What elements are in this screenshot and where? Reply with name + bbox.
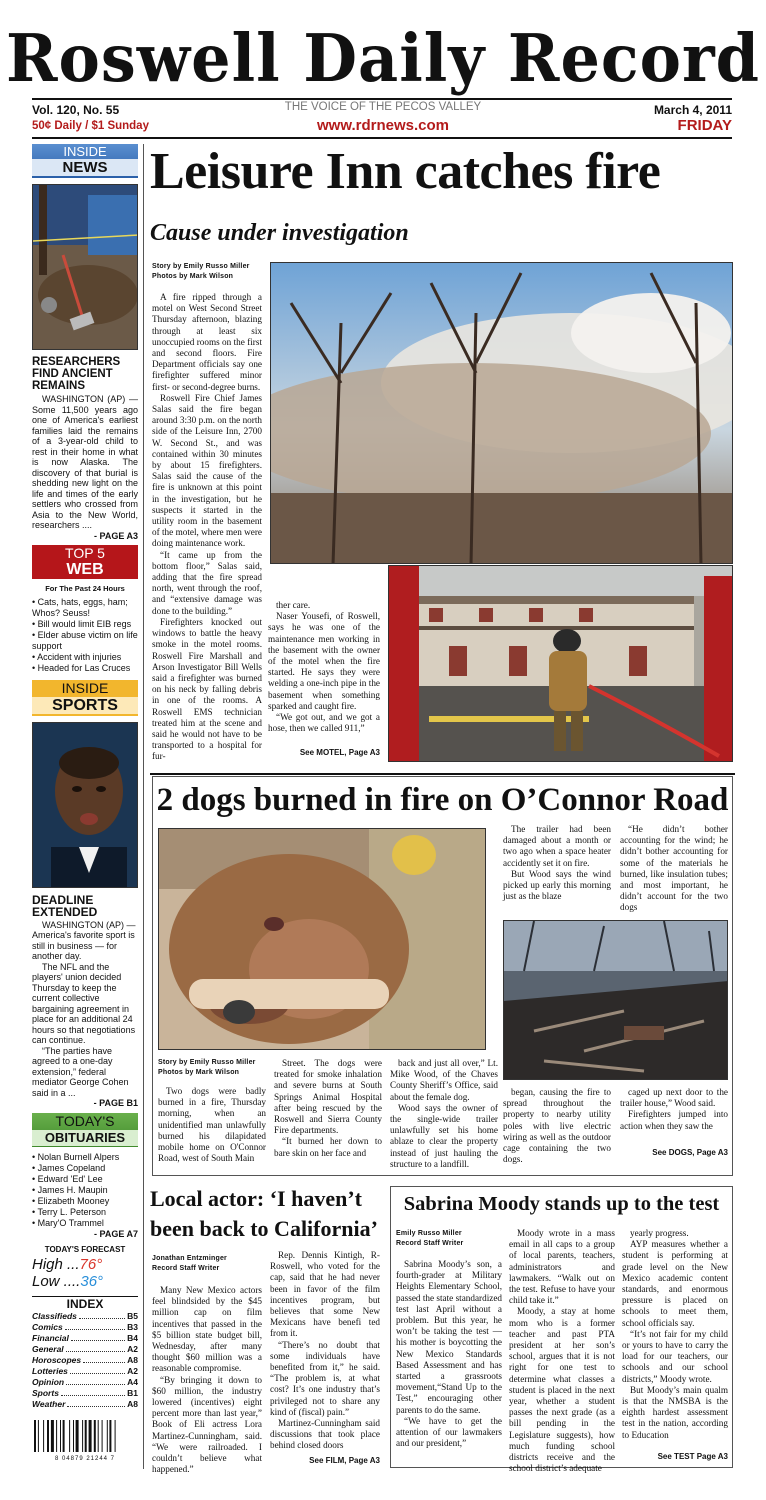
index-title: INDEX xyxy=(32,1296,138,1311)
story2-headline[interactable]: DEADLINE EXTENDED xyxy=(32,892,98,919)
barcode-bar xyxy=(43,1420,44,1452)
firefighter-photo xyxy=(388,565,733,762)
story1-headline[interactable]: RESEARCHERS FIND ANCIENT REMAINS xyxy=(32,356,121,392)
paragraph: Firefighters knocked out windows to battle the heavy smoke in the motel rooms. Roswell Fire Marshall and Arson Investigator Bill Wells said a firefighter was burned on his neck by falling debris in one of the rooms. A Roswell EMS technician treated him at the scene and said he would not have to be transported to a hospital for fur- xyxy=(152,616,262,762)
paragraph: Rep. Dennis Kintigh, R-Roswell, who voted for the cap, said that he had never been in favor of the film incentives program, but believes that some New Mexicans have benefi ted from it. xyxy=(270,1250,380,1339)
top5-item[interactable]: • Bill would limit EIB regs xyxy=(32,619,138,630)
index-page: A2 xyxy=(127,1365,138,1376)
price: 50¢ Daily / $1 Sunday xyxy=(32,120,149,132)
section-rule xyxy=(150,773,735,775)
dogs-column-4a xyxy=(503,824,611,902)
story1-jump[interactable]: - PAGE A3 xyxy=(93,530,138,541)
barcode-bar xyxy=(98,1420,99,1452)
index-section-name: Opinion xyxy=(32,1376,65,1387)
index-leader xyxy=(67,1399,125,1407)
top5-item[interactable]: • Headed for Las Cruces xyxy=(32,663,138,674)
obituary-item[interactable]: • Edward 'Ed' Lee xyxy=(32,1174,138,1185)
barcode-bar xyxy=(69,1420,70,1452)
story2-body3: “The parties have agreed to a one-day extension,” federal mediator George Cohen said in a ... xyxy=(32,1045,129,1098)
paragraph: “It’s not fair for my child or yours to have to carry the load for our teachers, our schools and our school districts,” Moody wrote. xyxy=(622,1328,728,1384)
lead-column-1 xyxy=(152,292,262,763)
story2-body2: The NFL and the players' union decided Thursday to keep the current collective bargaining agreement in place for an additional 24 hours so that negotiations can continue. xyxy=(32,961,136,1045)
obituary-item[interactable]: • Nolan Burnell Alpers xyxy=(32,1152,138,1163)
lead-headline[interactable]: Leisure Inn catches fire xyxy=(150,143,661,200)
motel-fire-smoke-photo xyxy=(270,262,733,564)
paragraph: Street. The dogs were treated for smoke inhalation and severe burns at South Springs Animal Hospital after being rescued by the Roswell and Sierra County Fire departments. xyxy=(274,1058,382,1136)
paragraph: “He didn’t bother accounting for the wind; he didn’t bother accounting for some of the materials he burned, like insulation tubes; and most important, he didn’t account for the two dogs xyxy=(620,824,728,913)
barcode-bar xyxy=(82,1420,83,1452)
issue-date: March 4, 2011 xyxy=(653,103,732,117)
dogs-jump[interactable]: See DOGS, Page A3 xyxy=(652,1148,728,1157)
obituary-item[interactable]: • James Copeland xyxy=(32,1163,138,1174)
index-section-name: Sports xyxy=(32,1387,59,1398)
index-row[interactable] xyxy=(32,1344,138,1355)
paragraph: Many New Mexico actors feel blindsided by the $45 million cap on film incentives that passed in the $5 billion state budget bill, Wednesday, after many thought $60 million was a reasonable compromise. xyxy=(152,1285,262,1374)
paragraph: “We got out, and we got a hose, then we called 911,” xyxy=(268,712,380,734)
paragraph: ther care. xyxy=(276,600,311,610)
index-leader xyxy=(66,1377,125,1385)
index-page: A8 xyxy=(127,1398,138,1409)
barcode-bar xyxy=(73,1420,74,1452)
index-row[interactable] xyxy=(32,1388,138,1399)
index-section-name: Weather xyxy=(32,1398,66,1409)
moody-column-3 xyxy=(622,1228,728,1441)
barcode-bar xyxy=(109,1420,111,1452)
barcode-bar xyxy=(89,1420,92,1452)
lead-column-2 xyxy=(268,600,380,734)
dogs-column-3 xyxy=(390,1058,498,1170)
barcode-bar xyxy=(51,1420,54,1452)
lead-jump[interactable]: See MOTEL, Page A3 xyxy=(299,748,380,757)
barcode-bar xyxy=(56,1420,57,1452)
paragraph: Roswell Fire Chief James Salas said the fire began around 3:30 p.m. on the north side of the Leisure Inn, 2700 W. Second St., and was contained within 30 minutes by about 15 firefighters. Salas said the cause of the fire is unknown at this point in the investigation, but he suspects it started in the utility room in the basement of the motel, where men were doing maintenance work. xyxy=(152,392,262,549)
actor-jump[interactable]: See FILM, Page A3 xyxy=(309,1456,380,1465)
index-section-name: Horoscopes xyxy=(32,1354,82,1365)
barcode: 8 04879 21244 7 xyxy=(32,1420,138,1460)
index-row[interactable] xyxy=(32,1355,138,1366)
paragraph: “There’s no doubt that some individuals have benefited from it,” he said. “The problem is, at what cost? It’s one industry that’s privileged not to share any kind of (fiscal) pain.” xyxy=(270,1339,380,1417)
paragraph: Martinez-Cunningham said discussions that took place behind closed doors xyxy=(270,1418,380,1451)
barcode-bar xyxy=(60,1420,61,1452)
paragraph: The trailer had been damaged about a month or two ago when a space heater accidently set it on fire. xyxy=(503,824,611,868)
index-page: A8 xyxy=(127,1354,138,1365)
barcode-bar xyxy=(47,1420,49,1452)
paragraph: yearly progress. xyxy=(630,1228,689,1238)
paragraph: began, causing the fire to spread throughout the property to nearby utility poles with live electric wiring as well as the outdoor cage containing the two dogs. xyxy=(503,1087,611,1165)
paragraph: Firefighters jumped into action when they saw the xyxy=(620,1109,728,1131)
obituaries-banner: TODAY'S OBITUARIES xyxy=(32,1113,138,1147)
barcode-bar xyxy=(34,1420,36,1452)
barcode-bar xyxy=(102,1420,103,1452)
masthead-rule-bottom xyxy=(32,137,732,139)
index-row[interactable] xyxy=(32,1399,138,1410)
index-page: B1 xyxy=(127,1387,138,1398)
paragraph: Wood says the owner of the single-wide trailer unlawfully set his home ablaze to clear the property instead of just hauling the structure to a landfill. xyxy=(390,1102,498,1169)
index-row[interactable] xyxy=(32,1366,138,1377)
barcode-bar xyxy=(94,1420,96,1452)
obituary-item[interactable]: • Mary'O Trammel xyxy=(32,1218,138,1229)
index-section-name: Lotteries xyxy=(32,1365,68,1376)
dogs-column-4b xyxy=(503,1087,611,1165)
top5-item[interactable]: • Accident with injuries xyxy=(32,652,138,663)
paragraph: “It burned her down to bare skin on her face and xyxy=(274,1136,382,1158)
paragraph: “We have to get the attention of our lawmakers and our president,” xyxy=(396,1415,502,1449)
index-leader xyxy=(83,1355,125,1363)
paragraph: Two dogs were badly burned in a fire, Thursday morning, when an unidentified man unlawfully burned his dilapidated mobile home on O'Connor Road, west of South Main xyxy=(158,1086,266,1164)
index-row[interactable] xyxy=(32,1377,138,1388)
top5-item[interactable]: • Cats, hats, eggs, ham; Whos? Seuss! xyxy=(32,597,138,619)
dogs-column-5b xyxy=(620,1087,728,1132)
barcode-bar xyxy=(115,1420,116,1452)
paragraph: Moody, a stay at home mom who is a former teacher and past PTA president at her son’s school, argues that it is not right for one test to determine what classes a student is placed in the next year, whether a student passes the next grade (as a bill pending in the Legislature suggests), how much funding school districts receive and the school district’s adequate xyxy=(509,1306,615,1474)
paragraph: caged up next door to the trailer house,” Wood said. xyxy=(620,1087,728,1109)
moody-column-2 xyxy=(509,1228,615,1474)
burned-dog-photo xyxy=(158,828,486,1050)
index-page: B5 xyxy=(127,1310,138,1321)
index-page: A4 xyxy=(127,1376,138,1387)
paragraph: But Moody’s main qualm is that the NMSBA is the eighth hardest assessment test in the nation, according to Education xyxy=(622,1384,728,1440)
barcode-bar xyxy=(107,1420,108,1452)
index-leader xyxy=(61,1388,125,1396)
index-row[interactable] xyxy=(32,1322,138,1333)
actor-column-1 xyxy=(152,1285,262,1475)
index-page: B3 xyxy=(127,1321,138,1332)
dogs-column-1 xyxy=(158,1086,266,1164)
actor-byline: Jonathan Entzminger Record Staff Writer xyxy=(152,1255,227,1272)
moody-column-1 xyxy=(396,1259,502,1449)
paragraph: A fire ripped through a motel on West Second Street Thursday afternoon, blazing through at least six unoccupied rooms on the first and second floors. Fire Department officials say one firefighter suffered minor first- or second-degree burns. xyxy=(152,292,262,392)
barcode-bar xyxy=(85,1420,87,1452)
obituary-item[interactable]: • Elizabeth Mooney xyxy=(32,1196,138,1207)
barcode-bar xyxy=(76,1420,79,1452)
lead-byline: Story by Emily Russo Miller Photos by Mark Wilson xyxy=(152,263,250,280)
moody-jump[interactable]: See TEST Page A3 xyxy=(657,1452,728,1461)
dogs-column-5a xyxy=(620,824,728,914)
forecast-high: High ...76° xyxy=(32,1255,103,1273)
top5-subhead: For The Past 24 Hours xyxy=(45,584,125,593)
story2-body1: WASHINGTON (AP) — America's favorite sport is still in business — for another day. xyxy=(32,919,136,961)
masthead-rule-top xyxy=(32,98,732,100)
actor-headline[interactable]: Local actor: ‘I haven’t been back to California’ xyxy=(150,1186,378,1241)
paragraph: But Wood says the wind picked up early this morning just as the blaze xyxy=(503,868,611,902)
obituary-item[interactable]: • James H. Maupin xyxy=(32,1185,138,1196)
lead-subhead: Cause under investigation xyxy=(150,220,409,246)
top5-list xyxy=(32,597,138,674)
story1-body: WASHINGTON (AP) — Some 11,500 years ago one of America's earliest families laid the remains of a 3-year-old child to rest in their home in what is now Alaska. The discovery of that burial is shedding new light on the life and times of the early settlers who crossed from Asia to the New World, researchers .... xyxy=(32,394,138,530)
slogan: THE VOICE OF THE PECOS VALLEY xyxy=(284,101,482,113)
top5-banner: TOP 5 WEB xyxy=(32,545,138,579)
paragraph: “By bringing it down to $60 million, the industry lowered (incentives) eight percent more than last year,” Book of Eli actress Lora Martinez-Cunningham, said. “We were railroaded. I couldn’t believe what happened.” xyxy=(152,1374,262,1475)
moody-headline[interactable]: Sabrina Moody stands up to the test xyxy=(403,1193,720,1215)
index-leader xyxy=(70,1366,125,1374)
top5-item[interactable]: • Elder abuse victim on life support xyxy=(32,630,138,652)
paragraph: AYP measures whether a student is performing at grade level on the New Mexico academic content standards, and enormous pressure is placed on schools to meet them, school officials say. xyxy=(622,1239,728,1328)
index-row[interactable] xyxy=(32,1311,138,1322)
paragraph: Naser Yousefi, of Roswell, says he was one of the maintenance men working in the basement with the owner of the motel when the fire started. He says they were welding a one-inch pipe in the basement when something sparked and caught fire. xyxy=(268,611,380,711)
column-divider xyxy=(143,144,144,1469)
sidebar xyxy=(32,144,138,1460)
website-link[interactable]: www.rdrnews.com xyxy=(317,117,449,134)
barcode-bar xyxy=(63,1420,65,1452)
paragraph: Moody wrote in a mass email in all caps to a group of local parents, teachers, administrators and lawmakers. “Walk out on the test. Refuse to have your child take it.” xyxy=(509,1228,615,1306)
index-row[interactable] xyxy=(32,1333,138,1344)
forecast-title: TODAY'S FORECAST xyxy=(44,1245,126,1254)
obituaries-list xyxy=(32,1152,138,1229)
index-leader xyxy=(66,1344,125,1352)
issue-day: FRIDAY xyxy=(677,117,732,134)
index-leader xyxy=(71,1333,125,1341)
trailer-debris-photo xyxy=(503,920,728,1080)
index-section-name: Financial xyxy=(32,1332,69,1343)
index-leader xyxy=(65,1322,125,1330)
paragraph: “It came up from the bottom floor,” Salas said, adding that the fire spread north, went through the roof, and “extensive damage was done to the building.” xyxy=(152,549,262,616)
index-section-name: Comics xyxy=(32,1321,63,1332)
dogs-column-2 xyxy=(274,1058,382,1159)
dogs-headline[interactable]: 2 dogs burned in fire on O’Connor Road xyxy=(156,782,729,818)
forecast-low: Low ....36° xyxy=(32,1272,104,1290)
index-list xyxy=(32,1311,138,1410)
paragraph: back and just all over,” Lt. Mike Wood, of the Chaves County Sheriff’s Office, said about the female dog. xyxy=(390,1058,498,1102)
dogs-byline: Story by Emily Russo Miller Photos by Mark Wilson xyxy=(158,1059,256,1076)
story2-jump[interactable]: - PAGE B1 xyxy=(93,1098,138,1108)
barcode-bar xyxy=(38,1420,39,1452)
sports-figure-photo xyxy=(32,722,138,888)
inside-news-banner: INSIDE NEWS xyxy=(32,144,138,178)
index-page: B4 xyxy=(127,1332,138,1343)
index-leader xyxy=(79,1311,125,1319)
index-section-name: General xyxy=(32,1343,64,1354)
masthead-title: Roswell Daily Record xyxy=(5,20,761,97)
index-page: A2 xyxy=(127,1343,138,1354)
moody-byline: Emily Russo Miller Record Staff Writer xyxy=(396,1230,464,1247)
excavation-photo xyxy=(32,184,138,350)
inside-sports-banner: INSIDE SPORTS xyxy=(32,680,138,716)
actor-column-2 xyxy=(270,1250,380,1452)
obituaries-jump[interactable]: - PAGE A7 xyxy=(93,1228,138,1239)
index-section-name: Classifieds xyxy=(32,1310,77,1321)
volume: Vol. 120, No. 55 xyxy=(32,103,120,117)
paragraph: Sabrina Moody’s son, a fourth-grader at Military Heights Elementary School, passed the state standardized test last April without a problem. But this year, he won’t be taking the test — his mother is boycotting the New Mexico Standards Based Assessment and has started a grassroots movement,“Stand Up to the Test,” encouraging other parents to do the same. xyxy=(396,1259,502,1415)
obituary-item[interactable]: • Terry L. Peterson xyxy=(32,1207,138,1218)
